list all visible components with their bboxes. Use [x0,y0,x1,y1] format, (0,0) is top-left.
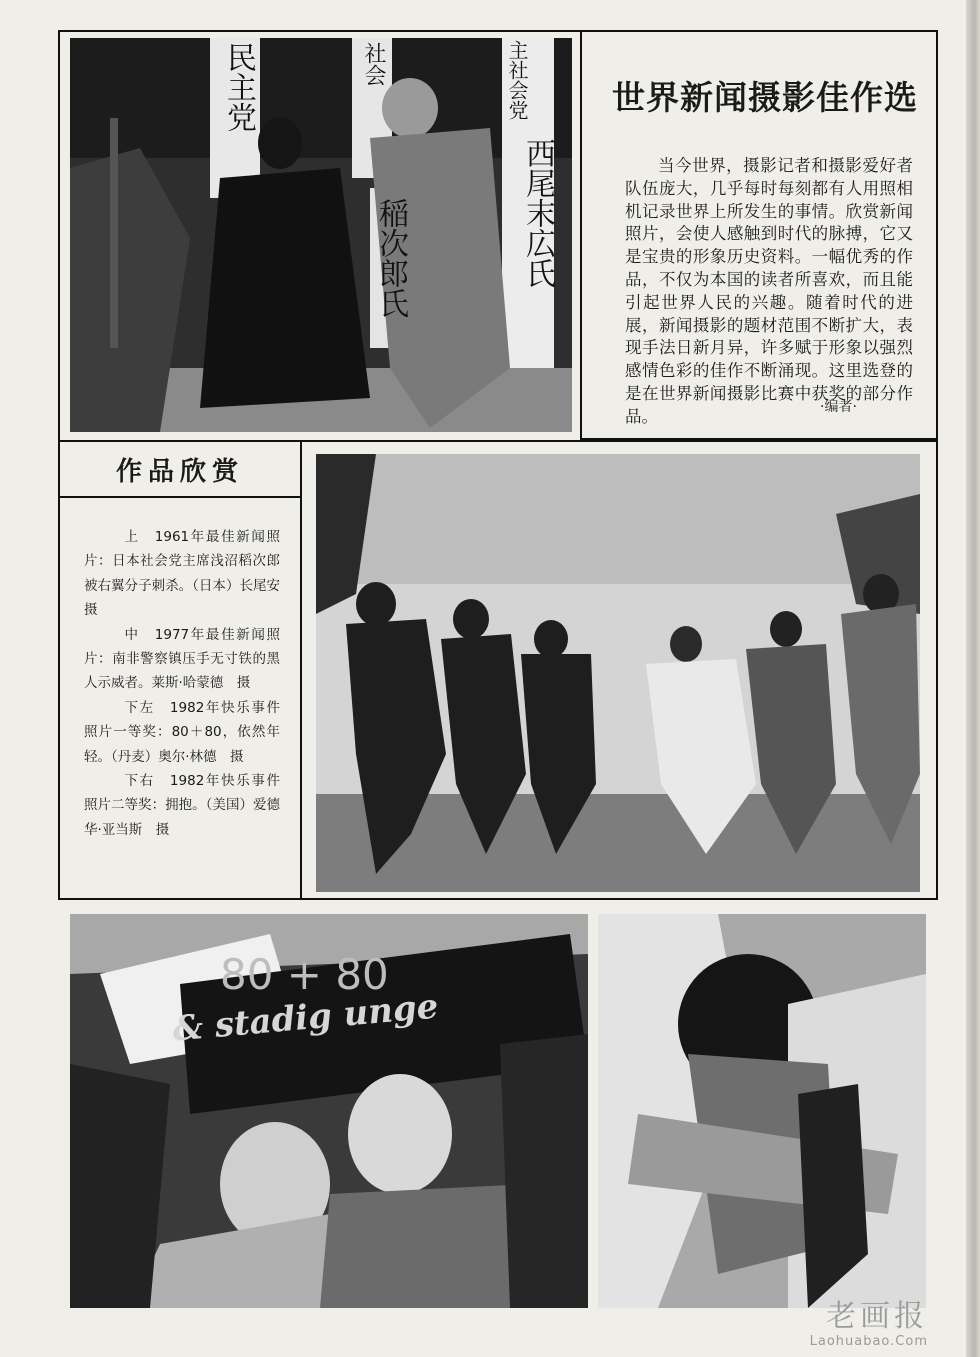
page-spine [966,0,980,1357]
intro-text: 当今世界，摄影记者和摄影爱好者队伍庞大，几乎每时每刻都有人用照相机记录世界上所发生的事情。欣赏新闻照片，会使人感触到时代的脉搏，它又是宝贵的形象历史资料。一幅优秀的作品，不仅为本国的读者所喜欢，而且能引起世界人民的兴趣。随着时代的进展，新闻摄影的题材范围不断扩大，表现手法日新月异，许多赋于形象以强烈感情色彩的佳作不断涌现。这里选登的是在世界新闻摄影比赛中获奖的部分作品。 [625,156,913,426]
frame-line-top [58,30,938,32]
photo-captions [84,525,294,842]
caption-top: 上 1961年最佳新闻照片：日本社会党主席浅沼稻次郎被右翼分子刺杀。（日本）长尾安 摄 [84,529,294,619]
frame-line-mid [58,440,938,442]
section-divider-vertical [300,440,302,898]
frame-line-lower [58,898,938,900]
caption-middle: 中 1977年最佳新闻照片：南非警察镇压手无寸铁的黑人示威者。莱斯·哈蒙德 摄 [84,626,280,692]
sign-line-1: 80 + 80 [220,950,389,999]
frame-line-left [58,30,60,900]
sign-line-2: & stadig unge [170,986,440,1050]
banner-right-top: 主社会党 [505,40,529,120]
watermark-url: Laohuabao.Com [809,1334,928,1349]
photo-embrace [598,914,926,1308]
watermark-logo: 老画报 [826,1299,928,1334]
editor-credit: ·编者· [820,399,857,415]
frame-line-right [936,30,938,900]
photo-assassination [70,38,572,432]
section-title: 作品欣赏 [115,457,244,487]
watermark [810,1300,928,1349]
banner-mid: 社会 [361,42,386,86]
caption-bottom-left: 下左 1982年快乐事件照片一等奖：80＋80，依然年轻。（丹麦）奥尔·林德 摄 [84,699,280,765]
photo-protesters [316,454,920,892]
banner-mid-2: 稲次郎氏 [373,198,408,318]
page-title: 世界新闻摄影佳作选 [612,78,918,117]
caption-bottom-right: 下右 1982年快乐事件照片二等奖：拥抱。（美国）爱德华·亚当斯 摄 [84,773,280,838]
banner-right: 西尾末広氏 [520,138,555,288]
section-title-underline [58,496,300,498]
banner-left: 民主党 [221,42,256,132]
photo-elderly-couple [70,914,588,1308]
